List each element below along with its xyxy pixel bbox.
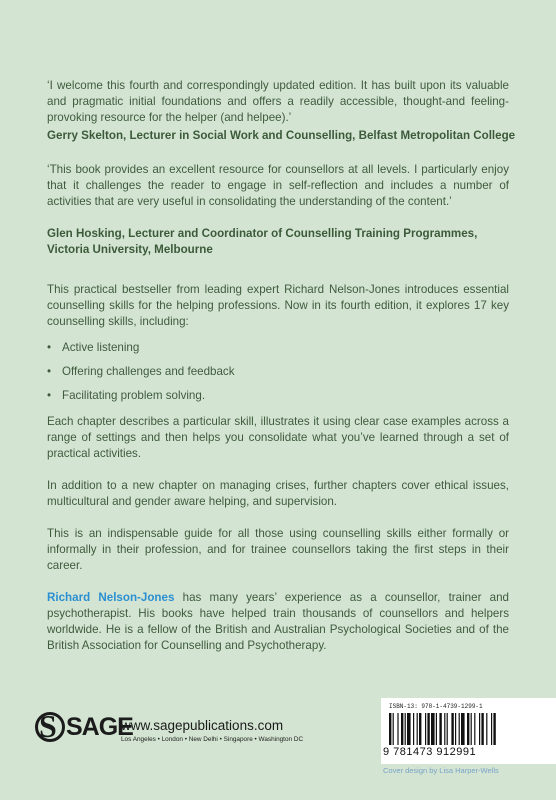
barcode-bar	[389, 713, 391, 745]
review-quote-1: ‘I welcome this fourth and correspondingly updated edition. It has built upon its valuable and pragmatic initial foundations and offers a readily accessible, thought-and feeling-provoking resource for the helper (and helpee).’	[47, 79, 509, 124]
barcode-bar	[461, 713, 465, 745]
addition-paragraph: In addition to a new chapter on managing crises, further chapters cover ethical issues, multicultural and gender aware helping, and supervision.	[47, 479, 509, 508]
barcode-bar	[481, 713, 483, 745]
cover-design-credit: Cover design by Lisa Harper-Wells	[383, 766, 499, 775]
barcode-bar	[393, 713, 394, 745]
barcode-bar	[491, 713, 492, 745]
bullet-item: • Facilitating problem solving.	[47, 388, 235, 412]
review-attribution-1: Gerry Skelton, Lecturer in Social Work and Counselling, Belfast Metropolitan College	[47, 129, 516, 142]
review-quote-2: ‘This book provides an excellent resource for counsellors at all levels. I particularly enjoy that it challenges the reader to engage in self-reflection and includes a number of activities that are very useful in consolidating the understanding of the content.’	[47, 163, 509, 208]
author-name: Richard Nelson-Jones	[47, 591, 175, 604]
barcode-bar	[455, 713, 456, 745]
review-attribution-2: Glen Hosking, Lecturer and Coordinator of Counselling Training Programmes, Victoria University, Melbourne	[47, 227, 478, 256]
barcode-bar	[417, 713, 418, 745]
barcode-bar	[479, 713, 480, 745]
barcode-bar	[459, 713, 460, 745]
skills-bullet-list	[47, 340, 235, 412]
barcode-bar	[401, 713, 403, 745]
barcode-bar	[436, 713, 437, 745]
sage-logo-letter: S	[39, 708, 57, 744]
author-bio-text: has many years’ experience as a counsellor, trainer and psychotherapist. His books have helped train thousands of counsellors and helpers worldwide. He is a fellow of the British and Australian Psychological Societies and of the British Association for Counselling and Psychotherapy.	[47, 591, 509, 652]
bullet-item: • Active listening	[47, 340, 235, 364]
barcode-bar	[397, 713, 398, 745]
barcode-icon	[389, 713, 549, 745]
sage-logo	[35, 708, 133, 748]
barcode-bar	[407, 713, 411, 745]
bullet-item: • Offering challenges and feedback	[47, 364, 235, 388]
barcode-digits: 9 781473 912991	[383, 746, 477, 758]
barcode-bar	[447, 713, 448, 745]
publisher-url: www.sagepublications.com	[121, 718, 284, 733]
barcode-bar	[471, 713, 472, 745]
guide-paragraph: This is an indispensable guide for all those using counselling skills either formally or informally in their profession, and for trainee counsellors taking the first steps in their career.	[47, 527, 509, 572]
barcode-bar	[425, 713, 426, 745]
barcode-bar	[444, 713, 445, 745]
barcode-bar	[419, 713, 421, 745]
barcode-bar	[467, 713, 469, 745]
sage-logo-text: SAGE	[66, 713, 133, 741]
barcode-bar	[451, 713, 453, 745]
isbn-label: ISBN-13: 978-1-4739-1299-1	[389, 703, 483, 710]
barcode-bar	[413, 713, 414, 745]
barcode-bar	[474, 713, 475, 745]
barcode-bar	[493, 713, 495, 745]
barcode-bar	[427, 713, 429, 745]
isbn-barcode	[381, 698, 556, 764]
barcode-bar	[431, 713, 435, 745]
publisher-cities: Los Angeles • London • New Delhi • Singapore • Washington DC	[121, 736, 304, 743]
barcode-bar	[486, 713, 487, 745]
barcode-bar	[405, 713, 406, 745]
author-bio	[47, 590, 509, 654]
chapter-paragraph: Each chapter describes a particular skill, illustrates it using clear case examples across a range of settings and then helps you consolidate what you’ve learned through a set of practical activities.	[47, 415, 509, 460]
barcode-bar	[439, 713, 441, 745]
intro-paragraph: This practical bestseller from leading expert Richard Nelson-Jones introduces essential counselling skills for the helping professions. Now in its fourth edition, it explores 17 key counselling skills, including:	[47, 283, 509, 328]
